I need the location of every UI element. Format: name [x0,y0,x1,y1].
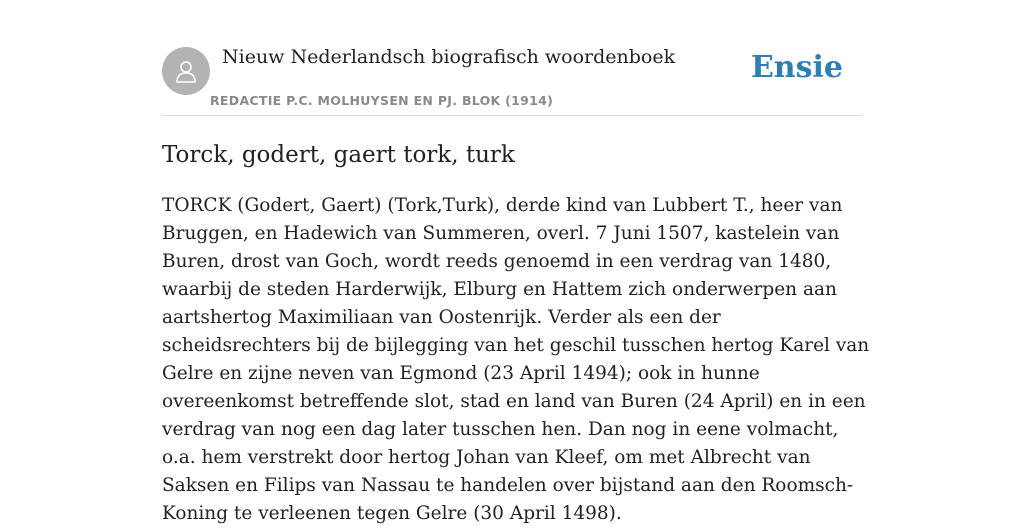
entry-body: TORCK (Godert, Gaert) (Tork,Turk), derde kind van Lubbert T., heer van Bruggen, en Hadewich van Summeren, overl. 7 Juni 1507, kastelein van Buren, drost van Goch, wordt reeds genoemd in een verdrag van 1480, waarbij de steden Harderwijk, Elburg en Hattem zich onderwerpen aan aartshertog Maximiliaan van Oostenrijk. Verder als een der scheidsrechters bij de bijlegging van het geschil tusschen hertog Karel van Gelre en zijne neven van Egmond (23 April 1494); ook in hunne overeenkomst betreffende slot, stad en land van Buren (24 April) en in een verdrag van nog een dag later tusschen hen. Dan nog in eene volmacht, o.a. hem verstrekt door hertog Johan van Kleef, om met Albrecht van Saksen en Filips van Nassau te handelen over bijstand aan den Roomsch-Koning te verleenen tegen Gelre (30 April 1498). [162,194,870,524]
avatar[interactable] [162,47,210,95]
user-icon [173,58,199,84]
header [162,0,862,116]
ensie-logo[interactable]: Ensie [750,50,843,85]
page [162,0,870,528]
entry-title: Torck, godert, gaert tork, turk [162,142,515,168]
book-title[interactable]: Nieuw Nederlandsch biografisch woordenboek [222,46,676,68]
source-editors: REDACTIE P.C. MOLHUYSEN EN PJ. BLOK (1914) [210,93,554,108]
